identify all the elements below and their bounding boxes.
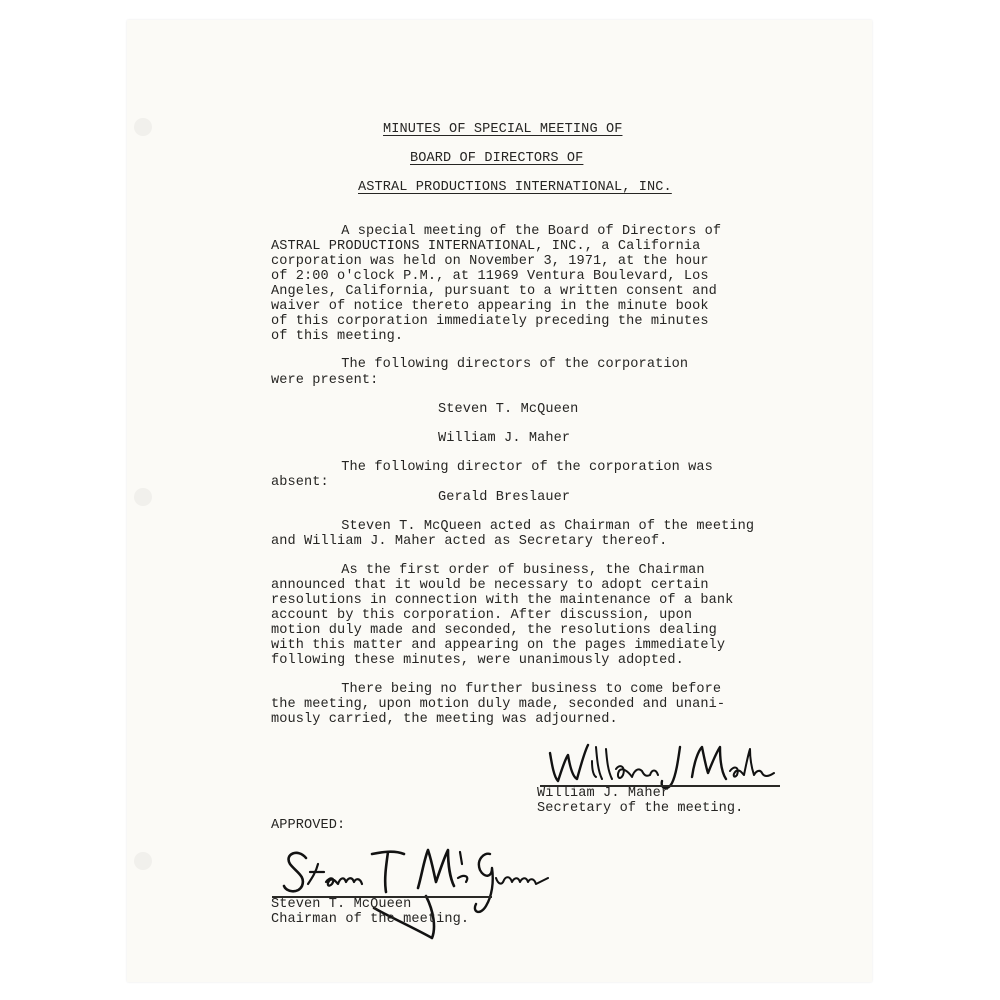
paragraph-1-line: of this meeting. [271, 329, 404, 344]
present-director: William J. Maher [438, 431, 571, 446]
paragraph-1-line: of 2:00 o'clock P.M., at 11969 Ventura Boulevard, Los [271, 269, 709, 284]
business-line: following these minutes, were unanimously adopted. [271, 653, 684, 668]
punch-hole [134, 488, 152, 506]
business-line: account by this corporation. After discussion, upon [271, 608, 693, 623]
business-line: As the first order of business, the Chairman [300, 563, 705, 578]
absent-intro-line: absent: [271, 475, 329, 490]
paragraph-1-line: ASTRAL PRODUCTIONS INTERNATIONAL, INC., a California [271, 239, 701, 254]
paragraph-1-line: waiver of notice thereto appearing in the minute book [271, 299, 709, 314]
approved-label: APPROVED: [271, 818, 346, 833]
paragraph-1-line: Angeles, California, pursuant to a written consent and [271, 284, 717, 299]
closing-line: mously carried, the meeting was adjourned. [271, 712, 618, 727]
present-intro-line: were present: [271, 373, 379, 388]
present-intro-line: The following directors of the corporation [300, 357, 689, 372]
present-director: Steven T. McQueen [438, 402, 579, 417]
punch-hole [134, 852, 152, 870]
absent-director: Gerald Breslauer [438, 490, 571, 505]
secretary-name: William J. Maher [537, 786, 670, 801]
officers-line: Steven T. McQueen acted as Chairman of the meeting [300, 519, 755, 534]
absent-intro-line: The following director of the corporation was [300, 460, 713, 475]
closing-line: the meeting, upon motion duly made, seconded and unani- [271, 697, 726, 712]
title-line-2: BOARD OF DIRECTORS OF [410, 151, 584, 166]
closing-line: There being no further business to come before [300, 682, 722, 697]
title-line-1: MINUTES OF SPECIAL MEETING OF [383, 122, 623, 137]
secretary-role: Secretary of the meeting. [537, 801, 744, 816]
chairman-name: Steven T. McQueen [271, 897, 412, 912]
business-line: announced that it would be necessary to adopt certain [271, 578, 709, 593]
punch-hole [134, 118, 152, 136]
chairman-signature [278, 838, 558, 946]
chairman-role: Chairman of the meeting. [271, 912, 470, 927]
business-line: with this matter and appearing on the pages immediately [271, 638, 726, 653]
business-line: resolutions in connection with the maintenance of a bank [271, 593, 734, 608]
business-line: motion duly made and seconded, the resolutions dealing [271, 623, 717, 638]
title-line-3: ASTRAL PRODUCTIONS INTERNATIONAL, INC. [358, 180, 672, 195]
paragraph-1-line: A special meeting of the Board of Directors of [300, 224, 722, 239]
paragraph-1-line: of this corporation immediately preceding the minutes [271, 314, 709, 329]
paragraph-1-line: corporation was held on November 3, 1971, at the hour [271, 254, 709, 269]
officers-line: and William J. Maher acted as Secretary thereof. [271, 534, 668, 549]
